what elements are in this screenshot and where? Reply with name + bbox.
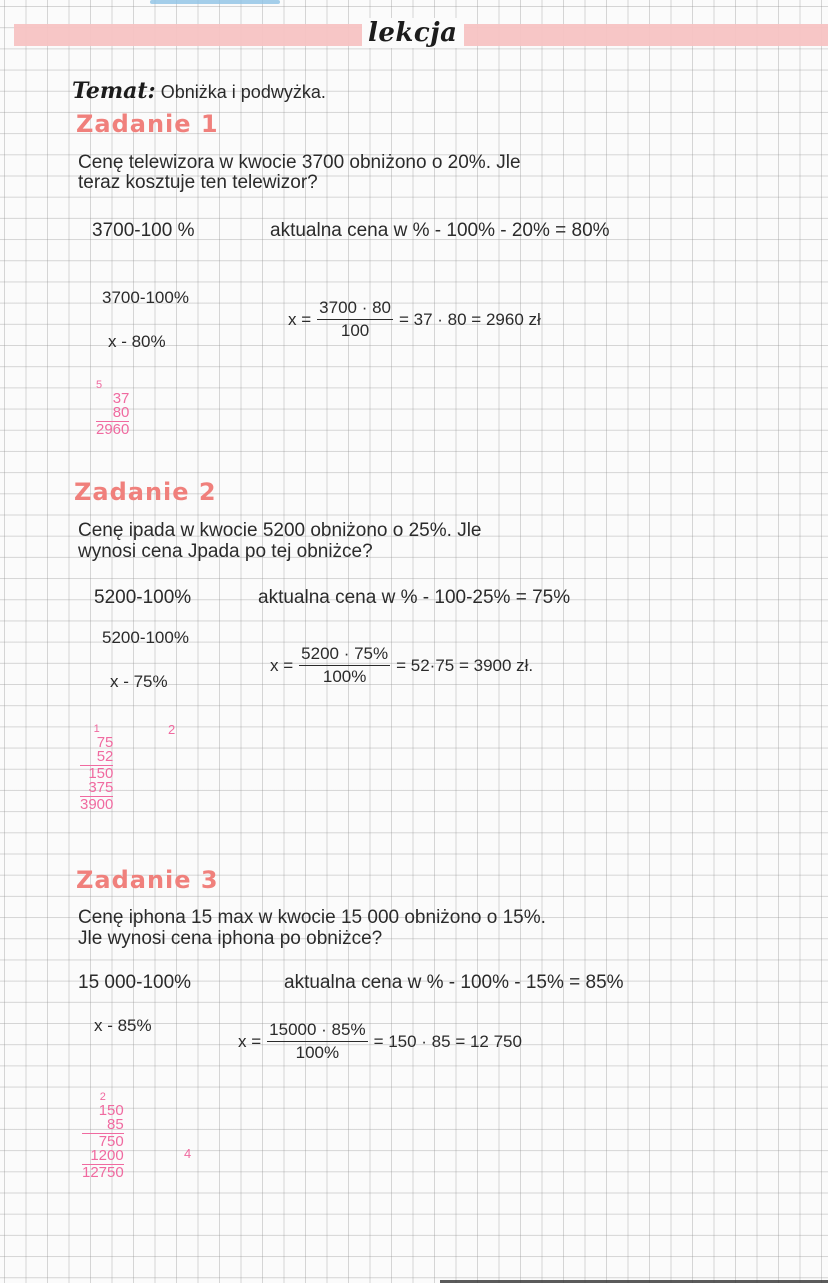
task-2-side-note: 2 (168, 722, 176, 737)
carry-digit: 1 (93, 723, 100, 735)
task-1-base-line: 3700-100 % (92, 220, 195, 241)
task-2-equation (270, 644, 533, 687)
calc-row: 150 (88, 765, 114, 782)
topic-label: Temat: (72, 78, 156, 104)
task-2-question-line-2: wynosi cena Jpada po tej obniżce? (78, 541, 373, 562)
calc-row: 37 (112, 390, 130, 407)
task-2-percent-line: aktualna cena w % - 100-25% = 75% (258, 587, 571, 608)
task-2-base-line: 5200-100% (94, 587, 192, 608)
task-2-question-line-1: Cenę ipada w kwocie 5200 obniżono o 25%. Jle (78, 520, 482, 541)
task-3-base-line: 15 000-100% (78, 972, 192, 993)
task-1-heading: Zadanie 1 (76, 110, 219, 138)
task-3-proportion-2: x - 85% (94, 1016, 152, 1035)
calc-row: 375 (88, 779, 114, 796)
task-1-equation (288, 298, 541, 341)
topic-line (72, 78, 326, 104)
fraction-denominator: 100 (340, 321, 370, 340)
task-1-written-multiplication (96, 378, 129, 437)
x-equals: x = (288, 309, 312, 329)
task-3-result: = 150 · 85 = 12 750 (373, 1031, 522, 1051)
task-1-proportion-2: x - 80% (108, 332, 166, 351)
carry-digit: 5 (96, 379, 103, 391)
task-3-question-line-1: Cenę iphona 15 max w kwocie 15 000 obniżono o 15%. (78, 907, 546, 928)
calc-row: 150 (98, 1102, 124, 1119)
task-2-proportion-1: 5200-100% (102, 628, 189, 647)
calc-row: 80 (112, 404, 130, 421)
calc-row: 75 (96, 734, 114, 751)
task-1-proportion-1: 3700-100% (102, 288, 189, 307)
fraction-numerator: 15000 · 85% (267, 1020, 367, 1042)
fraction-numerator: 3700 · 80 (317, 298, 393, 320)
topic-text: Obniżka i podwyżka. (160, 82, 326, 102)
task-2-written-multiplication (80, 722, 113, 812)
task-3-percent-line: aktualna cena w % - 100% - 15% = 85% (284, 972, 624, 993)
task-3-side-note: 4 (184, 1146, 192, 1161)
calc-result: 12750 (82, 1164, 124, 1181)
tape-decoration (150, 0, 280, 4)
calc-row: 85 (107, 1116, 124, 1133)
calc-row: 1200 (90, 1147, 124, 1164)
task-2-fraction (299, 644, 390, 687)
task-1-result: = 37 · 80 = 2960 zł (399, 309, 541, 329)
calc-result: 2960 (96, 421, 130, 438)
task-3-equation (238, 1020, 522, 1063)
fraction-numerator: 5200 · 75% (299, 644, 390, 666)
task-3-heading: Zadanie 3 (76, 866, 219, 894)
carry-digit: 2 (99, 1091, 106, 1103)
task-3-fraction (267, 1020, 367, 1063)
task-1-question-line-2: teraz kosztuje ten telewizor? (78, 172, 318, 193)
fraction-denominator: 100% (295, 1043, 340, 1062)
page-header-title: lekcja (362, 18, 464, 48)
task-2-proportion-2: x - 75% (110, 672, 168, 691)
task-2-heading: Zadanie 2 (74, 478, 217, 506)
task-2-result: = 52·75 = 3900 zł. (396, 655, 534, 675)
calc-result: 3900 (80, 796, 114, 813)
calc-row: 750 (98, 1133, 124, 1150)
task-3-question-line-2: Jle wynosi cena iphona po obniżce? (78, 928, 383, 949)
task-1-question-line-1: Cenę telewizora w kwocie 3700 obniżono o 20%. Jle (78, 152, 521, 173)
task-1-percent-line: aktualna cena w % - 100% - 20% = 80% (270, 220, 610, 241)
calc-row: 52 (96, 748, 114, 765)
task-1-fraction (317, 298, 393, 341)
fraction-denominator: 100% (322, 667, 367, 686)
task-3-written-multiplication (82, 1090, 124, 1180)
x-equals: x = (270, 655, 294, 675)
x-equals: x = (238, 1031, 262, 1051)
